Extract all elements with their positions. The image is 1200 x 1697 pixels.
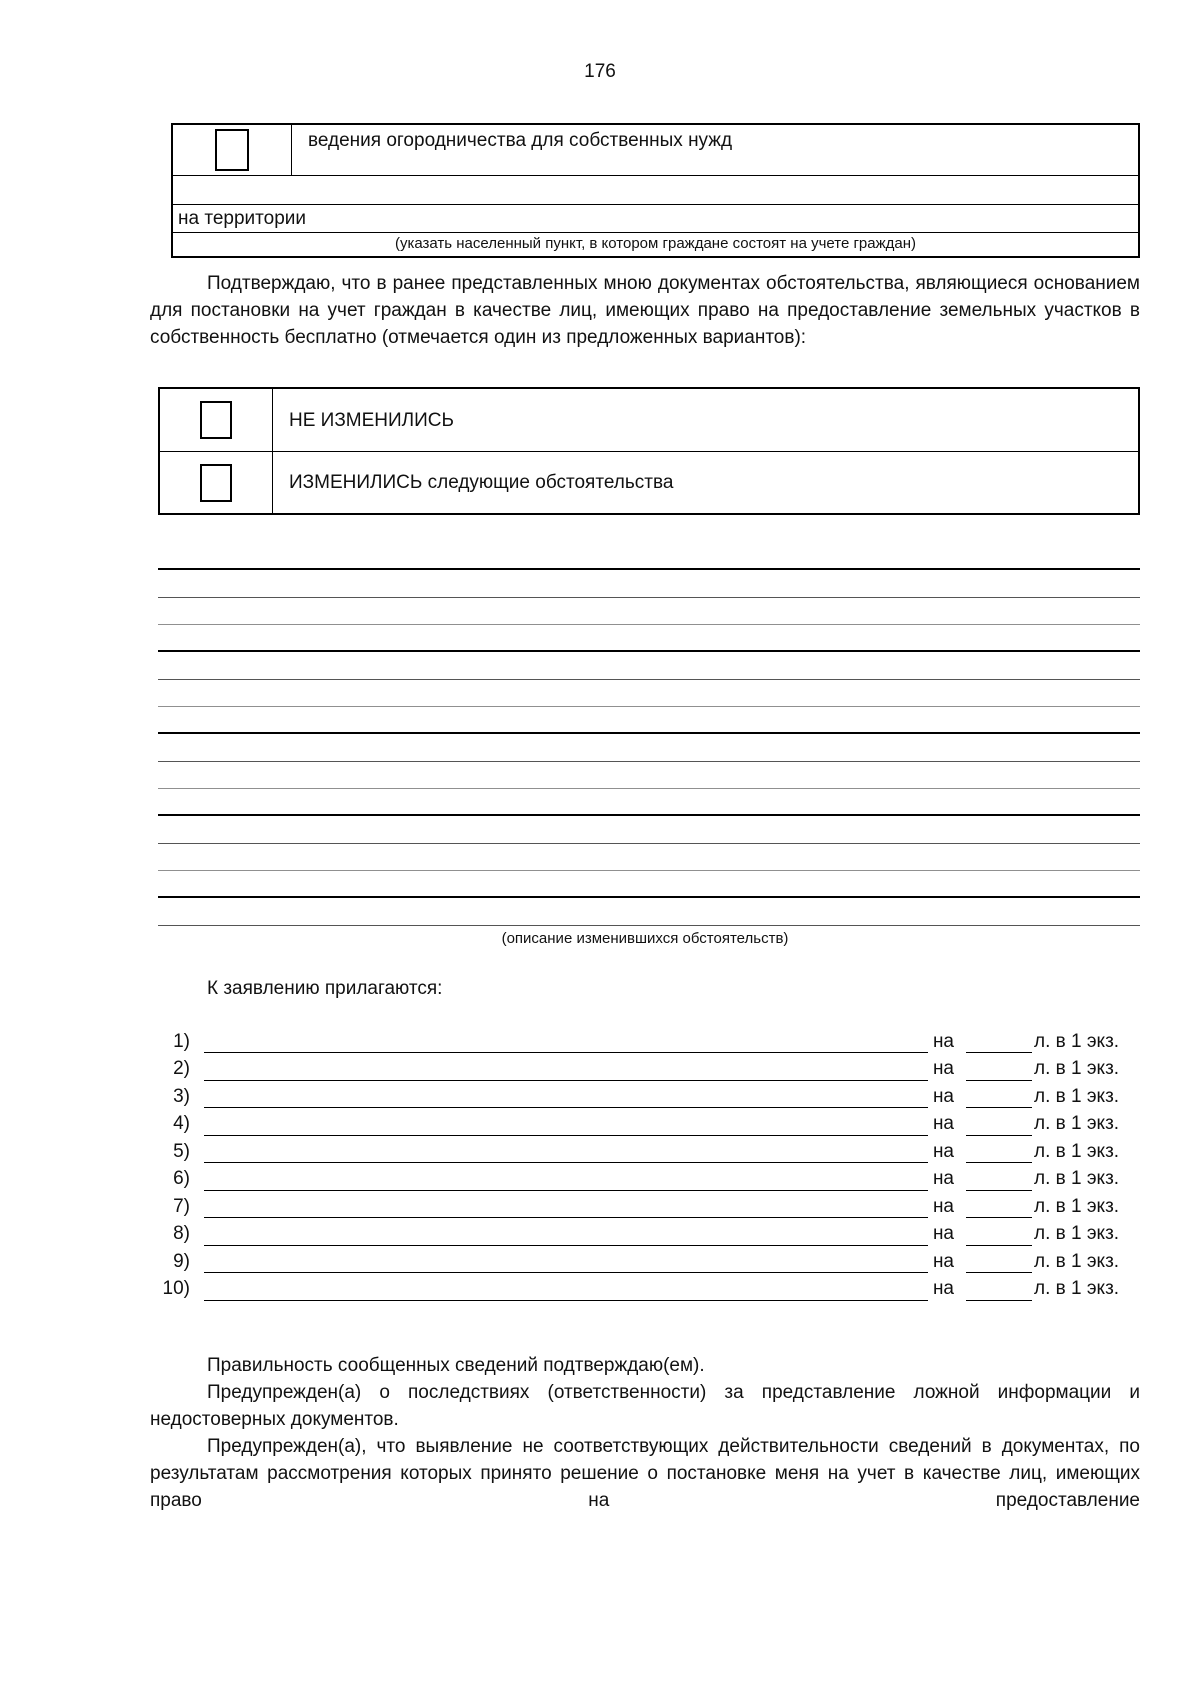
- attachment-suffix: л. в 1 экз.: [1034, 1058, 1120, 1080]
- changed-checkbox[interactable]: [200, 464, 232, 502]
- attachment-suffix: л. в 1 экз.: [1034, 1195, 1120, 1217]
- attachment-name-line[interactable]: [204, 1111, 928, 1136]
- attachment-name-line[interactable]: [204, 1194, 928, 1219]
- attachment-pages-line[interactable]: [966, 1139, 1032, 1164]
- changed-circumstances-line[interactable]: [158, 707, 1140, 734]
- attachment-number: 6): [173, 1168, 190, 1190]
- attachment-pages-line[interactable]: [966, 1029, 1032, 1054]
- changed-circumstances-line[interactable]: [158, 625, 1140, 652]
- changed-circumstances-hint: (описание изменившихся обстоятельств): [501, 929, 789, 947]
- attachment-na-label: на: [932, 1030, 954, 1052]
- territory-label: на территории: [178, 208, 306, 229]
- changed-circumstances-line[interactable]: [158, 680, 1140, 707]
- attachment-na-label: на: [932, 1113, 954, 1135]
- changed-circumstances-line[interactable]: [158, 598, 1140, 625]
- attachment-na-label: на: [932, 1195, 954, 1217]
- changed-circumstances-line[interactable]: [158, 789, 1140, 816]
- changed-checkbox-cell: [160, 452, 273, 513]
- attachment-pages-line[interactable]: [966, 1056, 1032, 1081]
- attachment-suffix: л. в 1 экз.: [1034, 1140, 1120, 1162]
- attachment-row: [158, 1111, 1140, 1139]
- attachment-number: 7): [173, 1195, 190, 1217]
- attachment-name-line[interactable]: [204, 1166, 928, 1191]
- attachment-na-label: на: [932, 1168, 954, 1190]
- attachments-heading: К заявлению прилагаются:: [207, 977, 443, 999]
- options-table: [158, 387, 1140, 515]
- attachment-pages-line[interactable]: [966, 1166, 1032, 1191]
- attachment-suffix: л. в 1 экз.: [1034, 1030, 1120, 1052]
- changed-circumstances-line[interactable]: [158, 871, 1140, 898]
- changed-circumstances-line[interactable]: [158, 570, 1140, 597]
- footer-paragraph-3: Предупрежден(а), что выявление не соответствующих действительности сведений в документах, по результатам рассмотрения которых принято решение о постановке меня на учет в качестве лиц, имеющих право на предоставление: [150, 1435, 1140, 1511]
- attachment-pages-line[interactable]: [966, 1276, 1032, 1301]
- not-changed-label: НЕ ИЗМЕНИЛИСЬ: [289, 409, 454, 431]
- page-number: 176: [584, 61, 616, 82]
- attachment-row: [158, 1166, 1140, 1194]
- changed-label: ИЗМЕНИЛИСЬ следующие обстоятельства: [289, 472, 674, 493]
- attachment-number: 2): [173, 1058, 190, 1080]
- attachment-pages-line[interactable]: [966, 1111, 1032, 1136]
- purpose-option-label: ведения огородничества для собственных нужд: [308, 130, 733, 151]
- territory-extra-line[interactable]: [173, 175, 1138, 204]
- changed-circumstances-line[interactable]: [158, 762, 1140, 789]
- attachment-suffix: л. в 1 экз.: [1034, 1278, 1120, 1300]
- attachment-suffix: л. в 1 экз.: [1034, 1168, 1120, 1190]
- attachment-name-line[interactable]: [204, 1276, 928, 1301]
- not-changed-checkbox[interactable]: [200, 401, 232, 439]
- territory-row: [173, 204, 1138, 232]
- attachment-suffix: л. в 1 экз.: [1034, 1113, 1120, 1135]
- attachment-number: 3): [173, 1085, 190, 1107]
- changed-circumstances-line[interactable]: [158, 844, 1140, 871]
- attachment-name-line[interactable]: [204, 1056, 928, 1081]
- changed-circumstances-line[interactable]: [158, 816, 1140, 843]
- territory-hint: (указать населенный пункт, в котором граждане состоят на учете граждан): [173, 232, 1138, 256]
- attachment-number: 9): [173, 1250, 190, 1272]
- changed-circumstances-line[interactable]: [158, 734, 1140, 761]
- attachment-pages-line[interactable]: [966, 1249, 1032, 1274]
- attachment-row: [158, 1249, 1140, 1277]
- attachment-number: 1): [173, 1030, 190, 1052]
- attachment-suffix: л. в 1 экз.: [1034, 1085, 1120, 1107]
- attachment-row: [158, 1029, 1140, 1057]
- attachment-na-label: на: [932, 1058, 954, 1080]
- not-changed-checkbox-cell: [160, 389, 273, 451]
- attachment-name-line[interactable]: [204, 1084, 928, 1109]
- option-row-changed: [160, 451, 1138, 513]
- confirmation-paragraph: Подтверждаю, что в ранее представленных мною документах обстоятельства, являющиеся основанием для постановки на учет граждан в качестве лиц, имеющих право на предоставление земельных участков в собственность бесплатно (отмечается один из предложенных вариантов):: [150, 273, 1140, 348]
- attachment-pages-line[interactable]: [966, 1194, 1032, 1219]
- footer-paragraph-1: Правильность сообщенных сведений подтверждаю(ем).: [207, 1354, 705, 1376]
- purpose-checkbox-cell: [173, 125, 292, 175]
- changed-circumstances-line[interactable]: [158, 543, 1140, 570]
- attachment-row: [158, 1221, 1140, 1249]
- changed-circumstances-lines: [158, 543, 1140, 926]
- attachment-name-line[interactable]: [204, 1029, 928, 1054]
- attachment-row: [158, 1139, 1140, 1167]
- purpose-table: [171, 123, 1140, 258]
- attachment-name-line[interactable]: [204, 1249, 928, 1274]
- attachments-list: [158, 1029, 1140, 1304]
- attachment-na-label: на: [932, 1223, 954, 1245]
- changed-circumstances-line[interactable]: [158, 652, 1140, 679]
- attachment-pages-line[interactable]: [966, 1084, 1032, 1109]
- attachment-number: 10): [162, 1278, 190, 1300]
- garden-option-checkbox[interactable]: [215, 129, 249, 171]
- attachment-na-label: на: [932, 1140, 954, 1162]
- attachment-number: 4): [173, 1113, 190, 1135]
- attachment-pages-line[interactable]: [966, 1221, 1032, 1246]
- changed-circumstances-line[interactable]: [158, 898, 1140, 925]
- attachment-suffix: л. в 1 экз.: [1034, 1223, 1120, 1245]
- attachment-na-label: на: [932, 1085, 954, 1107]
- option-row-not-changed: [160, 389, 1138, 451]
- attachment-number: 8): [173, 1223, 190, 1245]
- footer-paragraphs: [150, 1352, 1140, 1514]
- attachment-suffix: л. в 1 экз.: [1034, 1250, 1120, 1272]
- attachment-na-label: на: [932, 1250, 954, 1272]
- attachment-na-label: на: [932, 1278, 954, 1300]
- attachment-row: [158, 1084, 1140, 1112]
- attachment-row: [158, 1056, 1140, 1084]
- attachment-name-line[interactable]: [204, 1139, 928, 1164]
- purpose-option-row: [173, 125, 1138, 175]
- territory-input-area[interactable]: [306, 205, 1138, 232]
- footer-paragraph-2: Предупрежден(а) о последствиях (ответственности) за представление ложной информации и недостоверных документов.: [150, 1381, 1140, 1430]
- attachment-name-line[interactable]: [204, 1221, 928, 1246]
- attachment-number: 5): [173, 1140, 190, 1162]
- attachment-row: [158, 1276, 1140, 1304]
- attachment-row: [158, 1194, 1140, 1222]
